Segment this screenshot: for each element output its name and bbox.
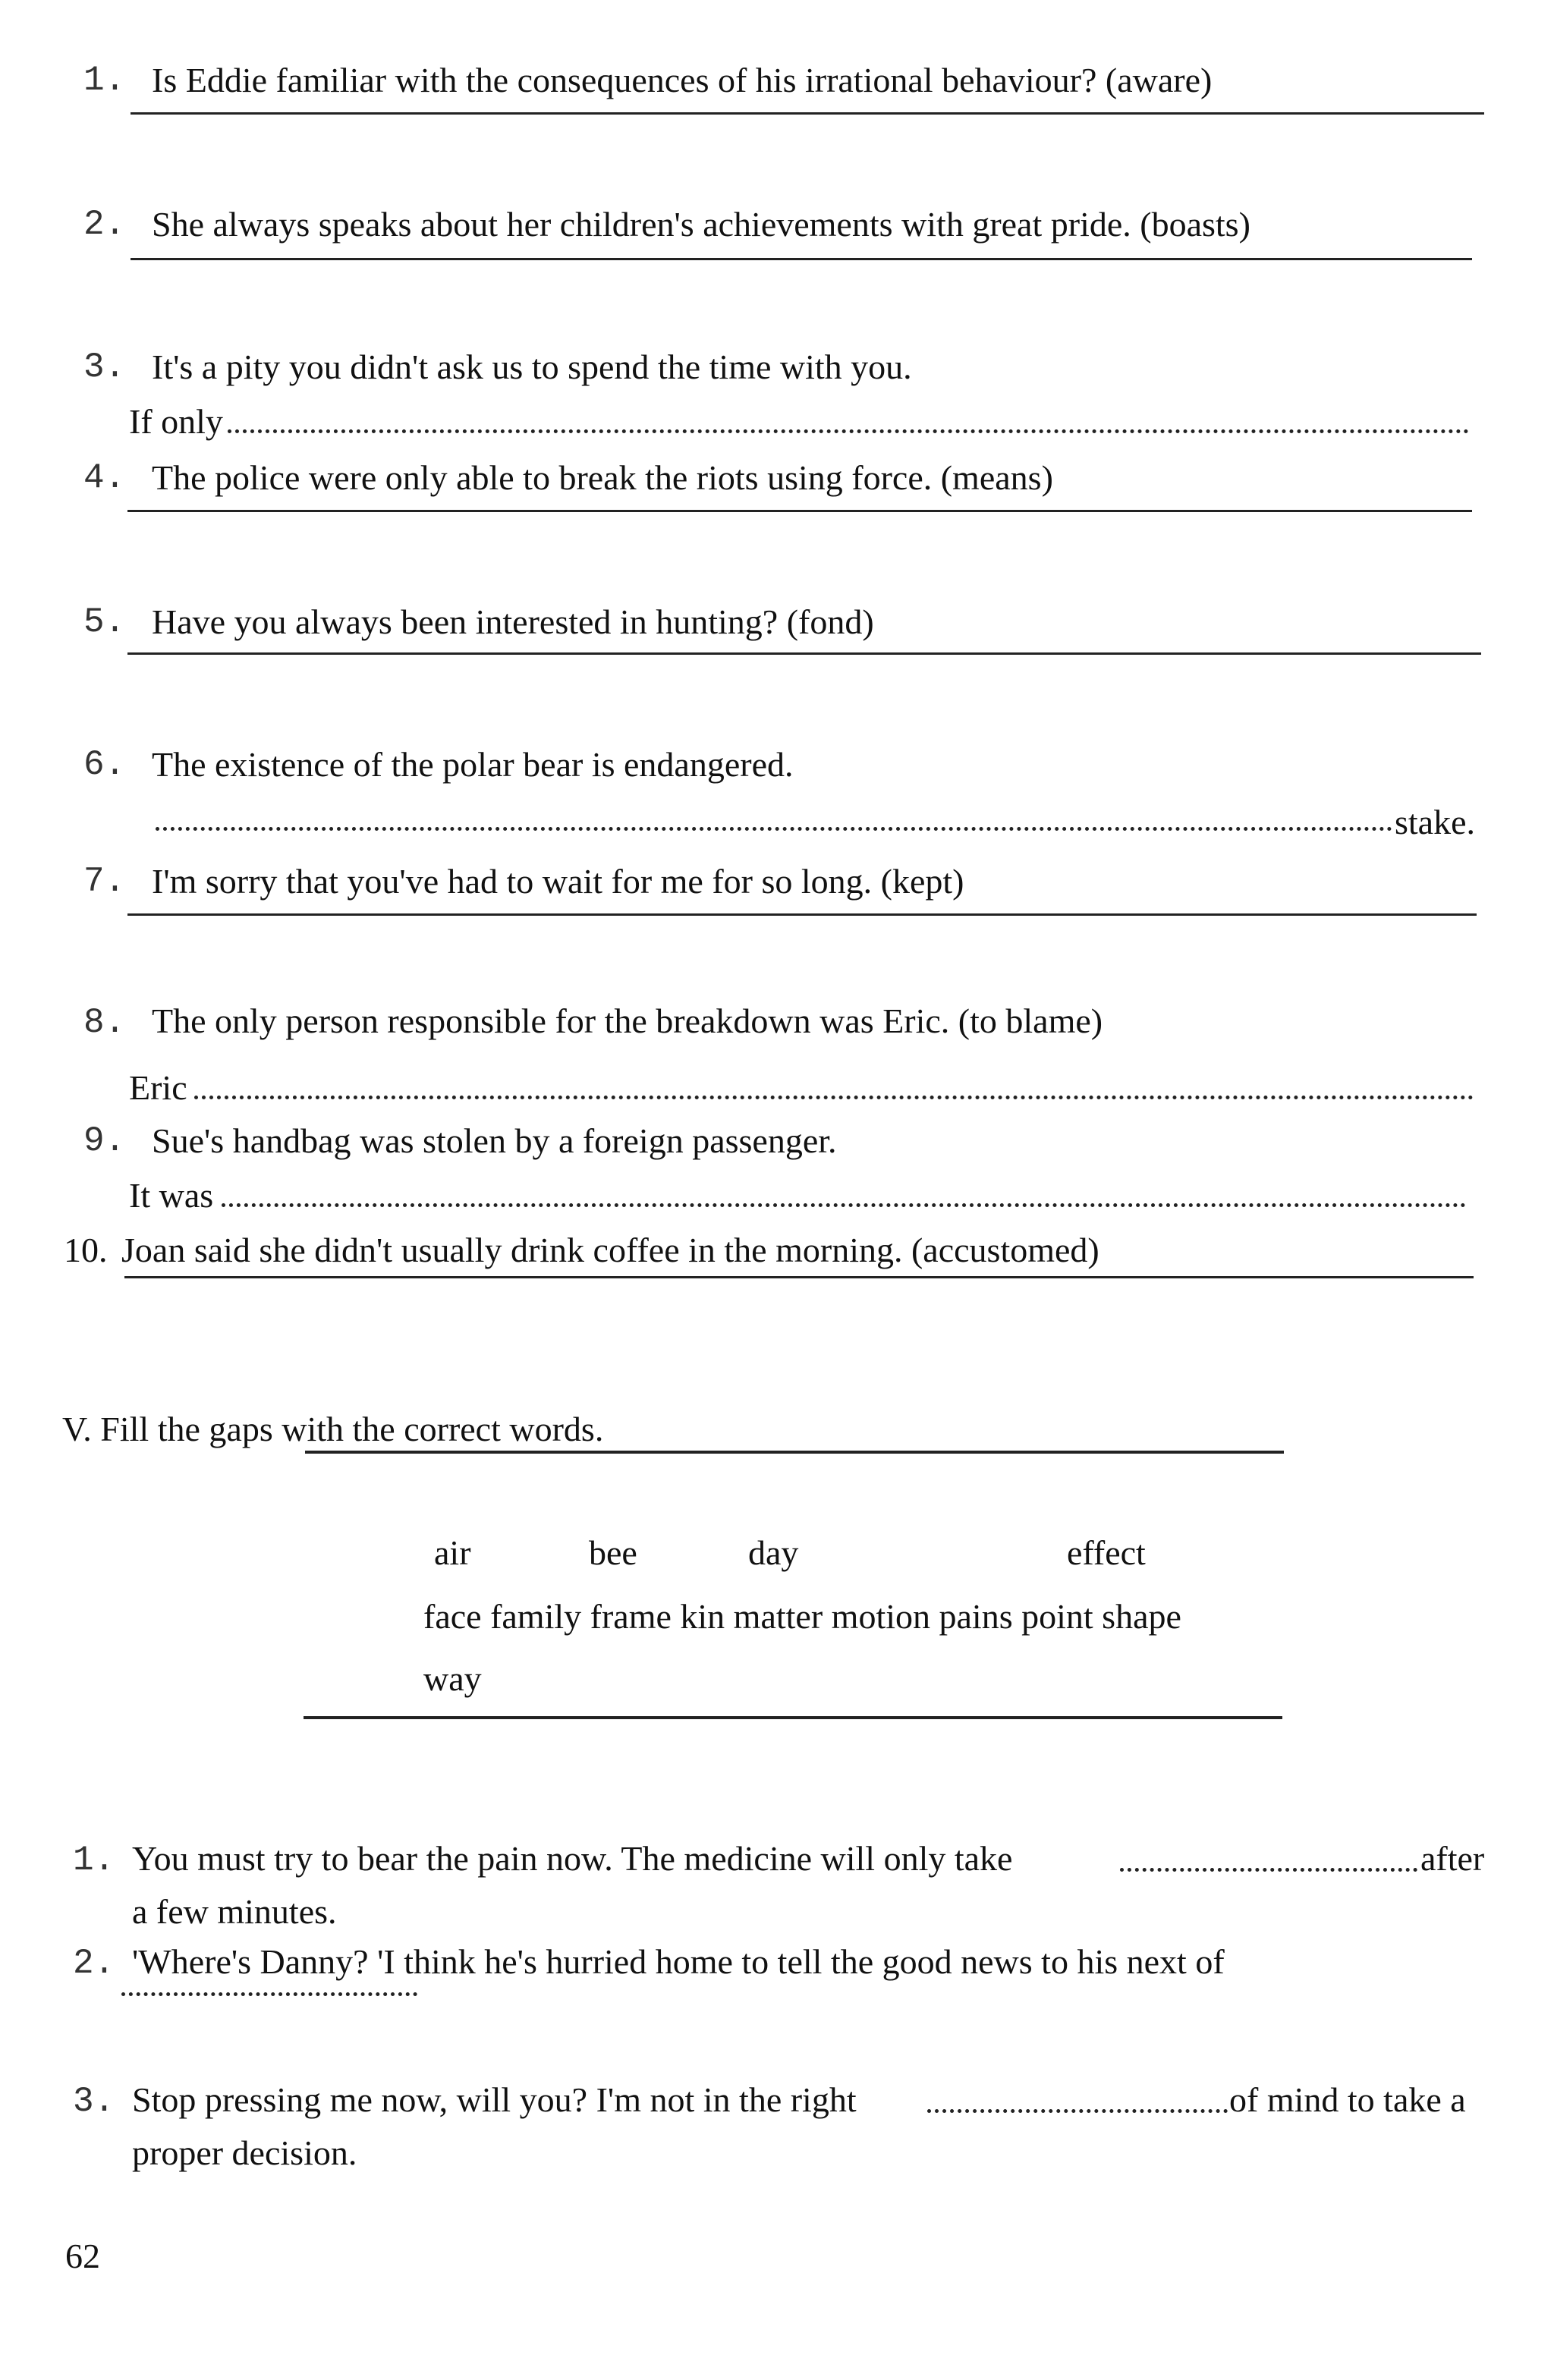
item-number: 10. xyxy=(64,1231,108,1269)
word-box-row: face family frame kin matter motion pains point shape xyxy=(423,1597,1181,1636)
word-box-word: bee xyxy=(589,1533,637,1572)
answer-line[interactable] xyxy=(127,913,1477,916)
gap-blank[interactable] xyxy=(1120,1868,1417,1872)
gap-sentence-after: after xyxy=(1420,1839,1485,1878)
sentence-prompt: It was xyxy=(129,1176,214,1215)
answer-line[interactable] xyxy=(127,652,1481,655)
item-number: 2. xyxy=(83,205,126,244)
item-number: 2. xyxy=(73,1944,115,1983)
answer-dotted-line[interactable] xyxy=(194,1096,1474,1099)
word-box-word: effect xyxy=(1067,1533,1146,1572)
gap-sentence: You must try to bear the pain now. The medicine will only take xyxy=(132,1839,1013,1878)
word-box-word: way xyxy=(423,1659,482,1698)
gap-blank[interactable] xyxy=(121,1992,417,1996)
item-number: 6. xyxy=(83,745,126,784)
item-number: 3. xyxy=(73,2082,115,2121)
item-sentence: I'm sorry that you've had to wait for me for so long. (kept) xyxy=(152,862,964,901)
page-number: 62 xyxy=(65,2237,100,2275)
answer-dotted-line[interactable] xyxy=(222,1203,1466,1207)
item-number: 8. xyxy=(83,1003,126,1042)
item-sentence: She always speaks about her children's achievements with great pride. (boasts) xyxy=(152,205,1250,244)
item-sentence: The existence of the polar bear is endangered. xyxy=(152,745,794,784)
item-number: 5. xyxy=(83,602,126,642)
word-box-bottom-border xyxy=(304,1716,1282,1719)
item-number: 1. xyxy=(83,61,126,100)
item-sentence: The police were only able to break the riots using force. (means) xyxy=(152,458,1053,497)
gap-sentence-after: of mind to take a xyxy=(1229,2080,1466,2119)
answer-dotted-line[interactable] xyxy=(228,429,1469,433)
gap-sentence-cont: a few minutes. xyxy=(132,1892,337,1931)
gap-sentence: Stop pressing me now, will you? I'm not in the right xyxy=(132,2080,857,2119)
gap-sentence-cont: proper decision. xyxy=(132,2133,357,2172)
item-sentence: It's a pity you didn't ask us to spend the time with you. xyxy=(152,347,912,386)
answer-line[interactable] xyxy=(127,510,1472,512)
item-sentence: The only person responsible for the breakdown was Eric. (to blame) xyxy=(152,1001,1103,1040)
item-number: 9. xyxy=(83,1121,126,1161)
answer-line[interactable] xyxy=(124,1276,1474,1278)
item-sentence: Is Eddie familiar with the consequences of his irrational behaviour? (aware) xyxy=(152,61,1213,99)
sentence-prompt: Eric xyxy=(129,1068,187,1107)
item-sentence: Sue's handbag was stolen by a foreign passenger. xyxy=(152,1121,837,1160)
word-box-top-border xyxy=(305,1451,1284,1454)
answer-dotted-line[interactable] xyxy=(156,827,1392,831)
item-sentence: Joan said she didn't usually drink coffee in the morning. (accustomed) xyxy=(121,1231,1099,1269)
section-heading: V. Fill the gaps with the correct words. xyxy=(62,1410,604,1448)
item-sentence: Have you always been interested in hunting? (fond) xyxy=(152,602,874,641)
word-box-word: day xyxy=(748,1533,799,1572)
item-number: 4. xyxy=(83,458,126,498)
gap-blank[interactable] xyxy=(927,2109,1228,2113)
gap-sentence: 'Where's Danny? 'I think he's hurried home to tell the good news to his next of xyxy=(132,1942,1225,1981)
answer-line[interactable] xyxy=(131,258,1472,260)
word-box-word: air xyxy=(434,1533,471,1572)
item-number: 3. xyxy=(83,347,126,387)
sentence-prompt: If only xyxy=(129,402,223,441)
item-number: 7. xyxy=(83,862,126,901)
answer-line[interactable] xyxy=(131,112,1484,115)
sentence-suffix: stake. xyxy=(1395,803,1476,841)
item-number: 1. xyxy=(73,1841,115,1880)
